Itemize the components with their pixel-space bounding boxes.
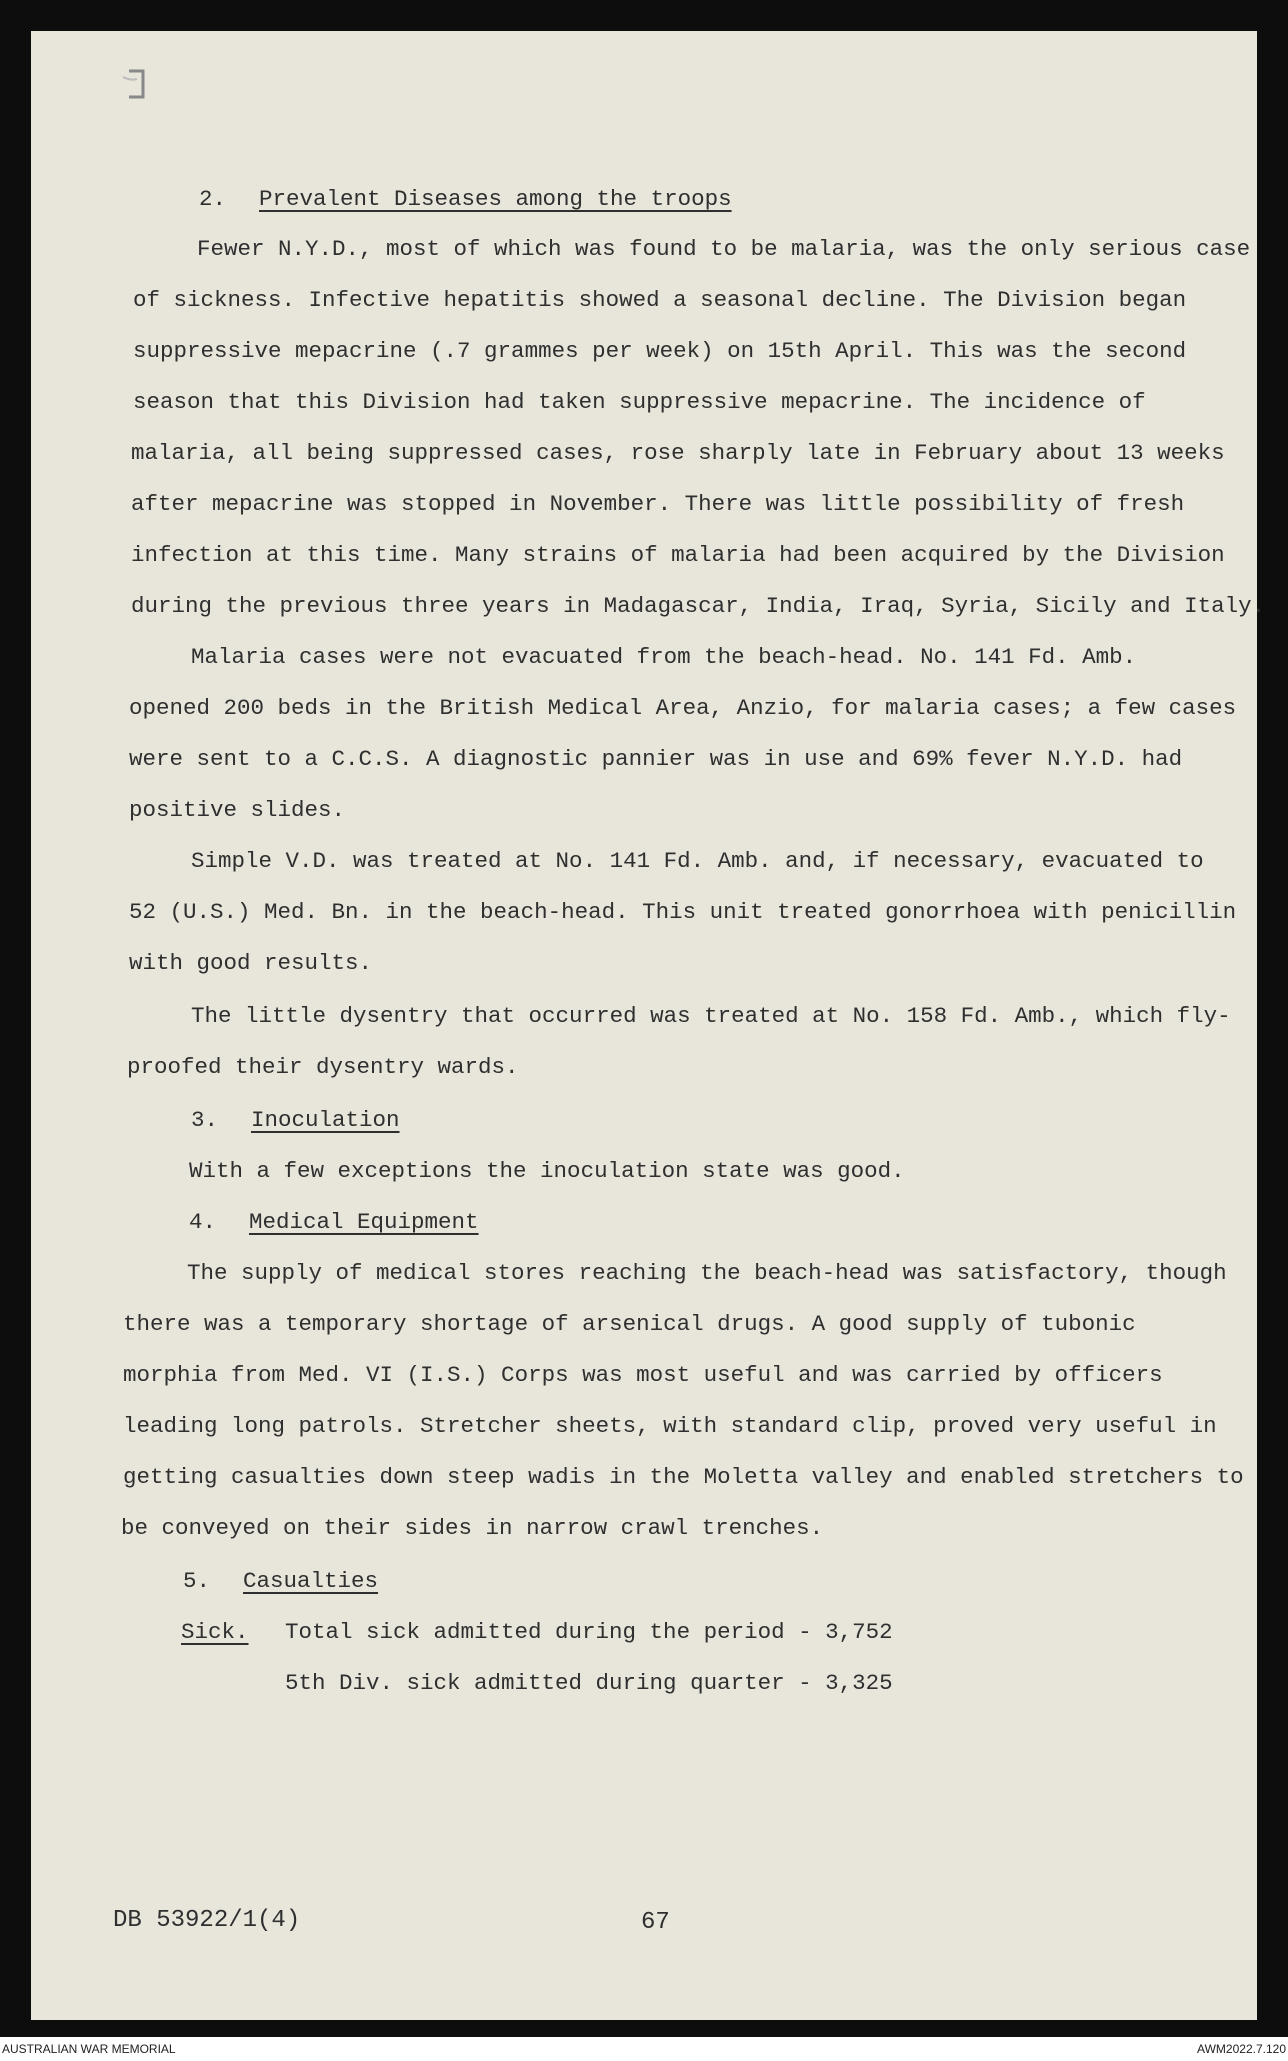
paragraph-line: of sickness. Infective hepatitis showed a seasonal decline. The Division began (133, 287, 1187, 313)
section-5-heading (183, 1556, 378, 1607)
paragraph-line: malaria, all being suppressed cases, rose sharply late in February about 13 weeks (131, 440, 1225, 466)
page-number: 67 (641, 1909, 670, 1936)
document-reference: DB 53922/1(4) (113, 1907, 301, 1934)
sick-quarter-line: 5th Div. sick admitted during quarter - 3,325 (285, 1670, 893, 1696)
paragraph-line: with good results. (129, 950, 373, 976)
section-number: 5. (183, 1568, 211, 1594)
paragraph-line: With a few exceptions the inoculation state was good. (189, 1158, 905, 1184)
sick-admitted-line (181, 1607, 893, 1658)
paragraph-line: The supply of medical stores reaching the beach-head was satisfactory, though (187, 1260, 1227, 1286)
paragraph-line: positive slides. (129, 797, 346, 823)
section-2-heading (199, 174, 732, 225)
archive-name: AUSTRALIAN WAR MEMORIAL (2, 2042, 176, 2056)
section-number: 2. (199, 186, 227, 212)
paragraph-line: infection at this time. Many strains of malaria had been acquired by the Division (131, 542, 1225, 568)
paragraph-line: morphia from Med. VI (I.S.) Corps was most useful and was carried by officers (123, 1362, 1163, 1388)
paragraph-line: Simple V.D. was treated at No. 141 Fd. Amb. and, if necessary, evacuated to (191, 848, 1204, 874)
paragraph-line: opened 200 beds in the British Medical Area, Anzio, for malaria cases; a few cases (129, 695, 1237, 721)
paragraph-line: proofed their dysentry wards. (127, 1054, 519, 1080)
section-4-heading (189, 1197, 479, 1248)
section-title: Casualties (243, 1568, 379, 1594)
paragraph-line: Malaria cases were not evacuated from the beach-head. No. 141 Fd. Amb. (191, 644, 1137, 670)
archive-id: AWM2022.7.120 (1197, 2042, 1286, 2056)
sick-label: Sick. (181, 1619, 249, 1645)
paragraph-line: Fewer N.Y.D., most of which was found to be malaria, was the only serious case (197, 236, 1251, 262)
section-number: 4. (189, 1209, 217, 1235)
document-page (31, 31, 1266, 2020)
paragraph-line: 52 (U.S.) Med. Bn. in the beach-head. This unit treated gonorrhoea with penicillin (129, 899, 1237, 925)
paragraph-line: The little dysentry that occurred was treated at No. 158 Fd. Amb., which fly- (191, 1003, 1231, 1029)
archive-caption-strip (0, 2037, 1288, 2061)
paragraph-line: be conveyed on their sides in narrow crawl trenches. (121, 1515, 824, 1541)
sick-total: Total sick admitted during the period - 3,752 (285, 1619, 893, 1645)
paragraph-line: leading long patrols. Stretcher sheets, with standard clip, proved very useful in (123, 1413, 1217, 1439)
staple-mark-icon (121, 67, 151, 107)
section-title: Inoculation (251, 1107, 400, 1133)
paragraph-line: were sent to a C.C.S. A diagnostic pannier was in use and 69% fever N.Y.D. had (129, 746, 1183, 772)
section-number: 3. (191, 1107, 219, 1133)
paragraph-line: during the previous three years in Madagascar, India, Iraq, Syria, Sicily and Italy. (131, 593, 1266, 619)
section-title: Prevalent Diseases among the troops (259, 186, 732, 212)
paragraph-line: suppressive mepacrine (.7 grammes per week) on 15th April. This was the second (133, 338, 1187, 364)
section-title: Medical Equipment (249, 1209, 479, 1235)
paragraph-line: after mepacrine was stopped in November. There was little possibility of fresh (131, 491, 1185, 517)
paragraph-line: there was a temporary shortage of arsenical drugs. A good supply of tubonic (123, 1311, 1136, 1337)
section-3-heading (191, 1095, 400, 1146)
paragraph-line: getting casualties down steep wadis in the Moletta valley and enabled stretchers to (123, 1464, 1244, 1490)
paragraph-line: season that this Division had taken suppressive mepacrine. The incidence of (133, 389, 1146, 415)
